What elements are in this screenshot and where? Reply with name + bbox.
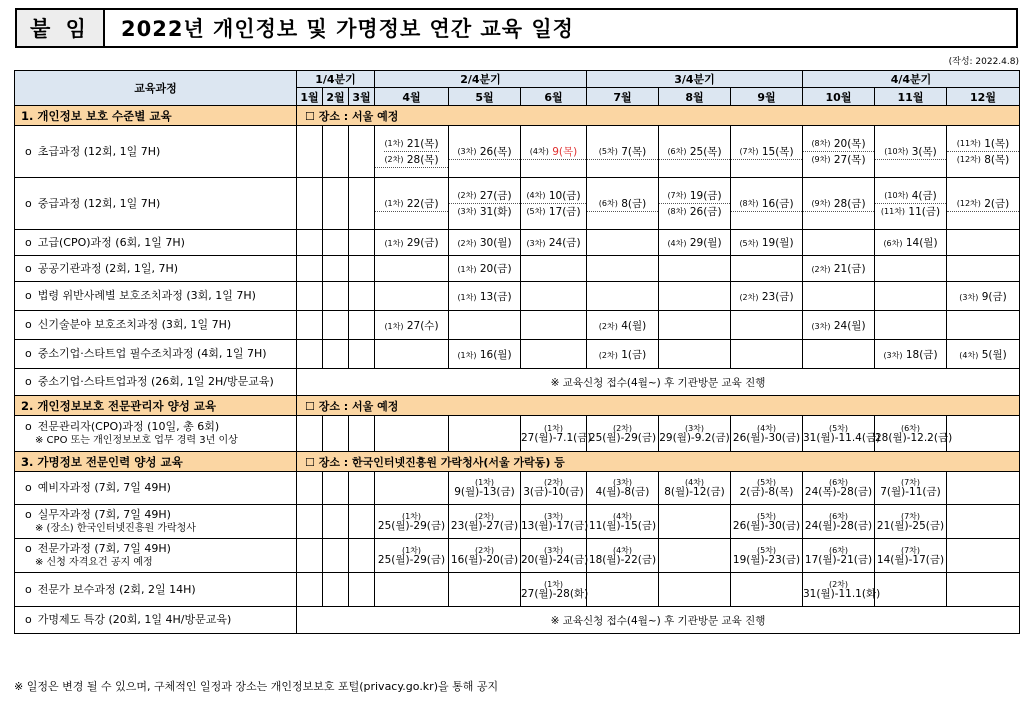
visit-note: ※ 교육신청 접수(4월~) 후 기관방문 교육 진행	[297, 607, 1020, 634]
month-12: 12월	[947, 88, 1020, 106]
session-cell: (4차) 11(월)-15(금)	[587, 505, 659, 539]
schedule-table	[14, 70, 1020, 634]
session-cell: (9차) 27(목)	[811, 154, 866, 166]
section-location: ☐ 장소 : 한국인터넷진흥원 가락청사(서울 가락동) 등	[297, 452, 1020, 472]
table-row: o 전문가 보수과정 (2회, 2일 14H) (1차) 27(월)-28(화) (2차) 31(월)-11.1(화)	[15, 573, 1020, 607]
session-cell: (5차) 26(월)-30(금)	[731, 505, 803, 539]
session-cell: (1차) 27(수)	[375, 311, 449, 340]
session-cell: (6차) 28(월)-12.2(금)	[875, 416, 947, 452]
course-name: 중소기업·스타트업 필수조치과정 (4회, 1일 7H)	[37, 347, 267, 360]
table-row: o 고급(CPO)과정 (6회, 1일 7H) (1차) 29(금) (2차) 30(월) (3차) 24(금) (4차) 29(월) (5차) 19(월) (6차) 14(월)	[15, 230, 1020, 256]
section-row	[15, 106, 1020, 126]
document-header	[15, 8, 1018, 48]
date-note: (작성: 2022.4.8)	[948, 57, 1019, 67]
session-cell: (10차) 3(목)	[875, 144, 946, 160]
table-row: o 중소기업·스타트업 필수조치과정 (4회, 1일 7H) (1차) 16(월) (2차) 1(금) (3차) 18(금) (4차) 5(월)	[15, 340, 1020, 369]
session-cell: (7차) 7(월)-11(금)	[875, 472, 947, 505]
session-cell: (2차) 23(월)-27(금)	[449, 505, 521, 539]
session-cell: (4차) 10(금)	[521, 188, 586, 204]
session-cell: (1차) 9(월)-13(금)	[449, 472, 521, 505]
session-cell: (4차) 8(월)-12(금)	[659, 472, 731, 505]
table-row: o 가명제도 특강 (20회, 1일 4H/방문교육) ※ 교육신청 접수(4월~) 후 기관방문 교육 진행	[15, 607, 1020, 634]
session-cell: (2차) 28(목)	[384, 153, 439, 166]
table-row: o 전문가과정 (7회, 7일 49H) ※ 신청 자격요건 공지 예정 (1차) 25(월)-29(금) (2차) 16(월)-20(금) (3차) 20(월)-24(금) (4차) 18(월)-22(금) (5차) 19(월)-23(금) (6차) 17(월)-21(금) (7차) 14(월)-17(금)	[15, 539, 1020, 573]
session-cell: (5차) 7(목)	[587, 144, 658, 160]
course-name: 전문관리자(CPO)과정 (10일, 총 6회)	[37, 419, 220, 433]
quarter-header-row	[15, 71, 1020, 88]
session-cell: (3차) 18(금)	[875, 340, 947, 369]
session-cell: (2차) 1(금)	[587, 340, 659, 369]
course-name: 중소기업·스타트업과정 (26회, 1일 2H/방문교육)	[37, 375, 274, 388]
course-name: 법령 위반사례별 보호조치과정 (3회, 1일 7H)	[37, 289, 256, 302]
session-cell: (6차) 17(월)-21(금)	[803, 539, 875, 573]
month-1: 1월	[297, 88, 323, 106]
table-row: o 공공기관과정 (2회, 1일, 7H) (1차) 20(금) (2차) 21(금)	[15, 256, 1020, 282]
session-cell: (2차) 30(월)	[449, 230, 521, 256]
course-name: 가명제도 특강 (20회, 1일 4H/방문교육)	[37, 613, 232, 626]
month-3: 3월	[349, 88, 375, 106]
course-name: 중급과정 (12회, 1일 7H)	[37, 196, 161, 210]
page-title: 2022년 개인정보 및 가명정보 연간 교육 일정	[121, 17, 574, 41]
section-location: ☐ 장소 : 서울 예정	[297, 396, 1020, 416]
visit-note: ※ 교육신청 접수(4월~) 후 기관방문 교육 진행	[297, 369, 1020, 396]
table-row: o 중급과정 (12회, 1일 7H) (1차) 22(금) (2차) 27(금) (3차) 31(화) (4차) 10(금) (5차) 17(금) (6차) 8(금) (7차) 19(금) (8차) 26(금) (8차) 16(금) (9차) 28(금) (10차) 4(금) (11차) 11(금) (12차) 2(금)	[15, 178, 1020, 230]
table-row: o 신기술분야 보호조치과정 (3회, 1일 7H) (1차) 27(수) (2차) 4(월) (3차) 24(월)	[15, 311, 1020, 340]
session-cell: (2차) 4(월)	[587, 311, 659, 340]
course-note: ※ CPO 또는 개인정보보호 업무 경력 3년 이상	[35, 434, 238, 446]
session-cell: (7차) 15(목)	[731, 144, 802, 160]
session-cell: (11차) 1(목)	[947, 136, 1019, 152]
table-row: o 법령 위반사례별 보호조치과정 (3회, 1일 7H) (1차) 13(금) (2차) 23(금) (3차) 9(금)	[15, 282, 1020, 311]
session-cell: (6차) 24(목)-28(금)	[803, 472, 875, 505]
session-cell: (8차) 26(금)	[667, 206, 722, 218]
session-cell: (1차) 25(월)-29(금)	[375, 505, 449, 539]
course-name: 실무자과정 (7회, 7일 49H)	[37, 507, 171, 521]
session-cell: (1차) 20(금)	[449, 256, 521, 282]
session-cell: (4차) 26(월)-30(금)	[731, 416, 803, 452]
session-cell: (6차) 14(월)	[875, 230, 947, 256]
session-cell: (8차) 16(금)	[731, 196, 802, 212]
session-cell: (1차) 27(월)-7.1(금)	[521, 416, 587, 452]
session-cell: (6차) 24(월)-28(금)	[803, 505, 875, 539]
course-name: 예비자과정 (7회, 7일 49H)	[37, 481, 171, 494]
quarter-2: 2/4분기	[375, 71, 587, 88]
section-location: ☐ 장소 : 서울 예정	[297, 106, 1020, 126]
table-row: o 실무자과정 (7회, 7일 49H) ※ (장소) 한국인터넷진흥원 가락청사 (1차) 25(월)-29(금) (2차) 23(월)-27(금) (3차) 13(월)-17(금) (4차) 11(월)-15(금) (5차) 26(월)-30(금) (6차) 24(월)-28(금) (7차) 21(월)-25(금)	[15, 505, 1020, 539]
session-cell: (5차) 17(금)	[526, 206, 581, 218]
course-name: 전문가과정 (7회, 7일 49H)	[37, 541, 171, 555]
session-cell: (2차) 16(월)-20(금)	[449, 539, 521, 573]
session-cell: (1차) 22(금)	[375, 196, 448, 212]
session-cell: (6차) 8(금)	[587, 196, 658, 212]
quarter-4: 4/4분기	[803, 71, 1020, 88]
session-cell: (8차) 20(목)	[803, 136, 874, 152]
session-cell: (3차) 29(월)-9.2(금)	[659, 416, 731, 452]
course-name: 전문가 보수과정 (2회, 2일 14H)	[37, 582, 196, 596]
session-cell: (1차) 13(금)	[449, 282, 521, 311]
col-course: 교육과정	[15, 71, 297, 106]
month-11: 11월	[875, 88, 947, 106]
session-cell: (1차) 25(월)-29(금)	[375, 539, 449, 573]
attachment-badge: 붙 임	[17, 10, 105, 46]
session-cell: (5차) 19(월)	[731, 230, 803, 256]
session-cell: (5차) 31(월)-11.4(금)	[803, 416, 875, 452]
month-6: 6월	[521, 88, 587, 106]
session-cell: (3차) 24(금)	[521, 230, 587, 256]
month-7: 7월	[587, 88, 659, 106]
session-cell: (7차) 14(월)-17(금)	[875, 539, 947, 573]
month-5: 5월	[449, 88, 521, 106]
session-cell: (4차) 5(월)	[947, 340, 1020, 369]
course-name: 신기술분야 보호조치과정 (3회, 1일 7H)	[37, 318, 232, 331]
table-row	[15, 126, 1020, 178]
section-row	[15, 452, 1020, 472]
session-cell: (2차) 31(월)-11.1(화)	[803, 573, 875, 607]
course-note: ※ (장소) 한국인터넷진흥원 가락청사	[35, 522, 196, 534]
course-name: 고급(CPO)과정 (6회, 1일 7H)	[37, 235, 185, 249]
month-10: 10월	[803, 88, 875, 106]
course-note: ※ 신청 자격요건 공지 예정	[35, 556, 153, 568]
course-name: 초급과정 (12회, 1일 7H)	[37, 144, 161, 158]
table-row: o 전문관리자(CPO)과정 (10일, 총 6회) ※ CPO 또는 개인정보보호 업무 경력 3년 이상 (1차) 27(월)-7.1(금) (2차) 25(월)-29(금) (3차) 29(월)-9.2(금) (4차) 26(월)-30(금) (5차) 31(월)-11.4(금) (6차) 28(월)-12.2(금)	[15, 416, 1020, 452]
session-cell: (3차) 24(월)	[803, 311, 875, 340]
session-cell: (1차) 16(월)	[449, 340, 521, 369]
section-title: 2. 개인정보보호 전문관리자 양성 교육	[15, 396, 297, 416]
session-cell: (2차) 21(금)	[803, 256, 875, 282]
session-cell: (4차) 9(목)	[521, 144, 586, 160]
footer-note: ※ 일정은 변경 될 수 있으며, 구체적인 일정과 장소는 개인정보보호 포털(privacy.go.kr)을 통해 공지	[14, 680, 499, 693]
course-name: 공공기관과정 (2회, 1일, 7H)	[37, 261, 179, 275]
month-8: 8월	[659, 88, 731, 106]
quarter-1: 1/4분기	[297, 71, 375, 88]
session-cell: (7차) 21(월)-25(금)	[875, 505, 947, 539]
session-cell: (2차) 27(금)	[449, 188, 520, 204]
session-cell: (11차) 11(금)	[880, 206, 941, 218]
session-cell: (7차) 19(금)	[659, 188, 730, 204]
section-title: 3. 가명정보 전문인력 양성 교육	[15, 452, 297, 472]
session-cell: (1차) 21(목)	[384, 137, 439, 150]
session-cell: (3차) 26(목)	[449, 144, 520, 160]
session-cell: (3차) 13(월)-17(금)	[521, 505, 587, 539]
session-cell: (1차) 29(금)	[375, 230, 449, 256]
section-row	[15, 396, 1020, 416]
session-cell: (12차) 8(목)	[956, 154, 1010, 166]
session-cell: (4차) 18(월)-22(금)	[587, 539, 659, 573]
session-cell: (5차) 19(월)-23(금)	[731, 539, 803, 573]
session-cell: (12차) 2(금)	[947, 196, 1019, 212]
quarter-3: 3/4분기	[587, 71, 803, 88]
session-cell: (5차) 2(금)-8(목)	[731, 472, 803, 505]
session-cell: (3차) 4(월)-8(금)	[587, 472, 659, 505]
session-cell: (6차) 25(목)	[659, 144, 730, 160]
session-cell: (10차) 4(금)	[875, 188, 946, 204]
month-2: 2월	[323, 88, 349, 106]
session-cell: (2차) 3(금)-10(금)	[521, 472, 587, 505]
month-4: 4월	[375, 88, 449, 106]
session-cell: (9차) 28(금)	[803, 196, 874, 212]
session-cell: (4차) 29(월)	[659, 230, 731, 256]
month-9: 9월	[731, 88, 803, 106]
session-cell: (3차) 31(화)	[457, 206, 512, 218]
session-cell: (3차) 9(금)	[947, 282, 1020, 311]
table-row: o 중소기업·스타트업과정 (26회, 1일 2H/방문교육) ※ 교육신청 접수(4월~) 후 기관방문 교육 진행	[15, 369, 1020, 396]
section-title: 1. 개인정보 보호 수준별 교육	[15, 106, 297, 126]
bullet: o	[25, 144, 32, 158]
table-row: o 예비자과정 (7회, 7일 49H) (1차) 9(월)-13(금) (2차) 3(금)-10(금) (3차) 4(월)-8(금) (4차) 8(월)-12(금) (5차) 2(금)-8(목) (6차) 24(목)-28(금) (7차) 7(월)-11(금)	[15, 472, 1020, 505]
session-cell: (3차) 20(월)-24(금)	[521, 539, 587, 573]
session-cell: (2차) 23(금)	[731, 282, 803, 311]
session-cell: (1차) 27(월)-28(화)	[521, 573, 587, 607]
session-cell: (2차) 25(월)-29(금)	[587, 416, 659, 452]
